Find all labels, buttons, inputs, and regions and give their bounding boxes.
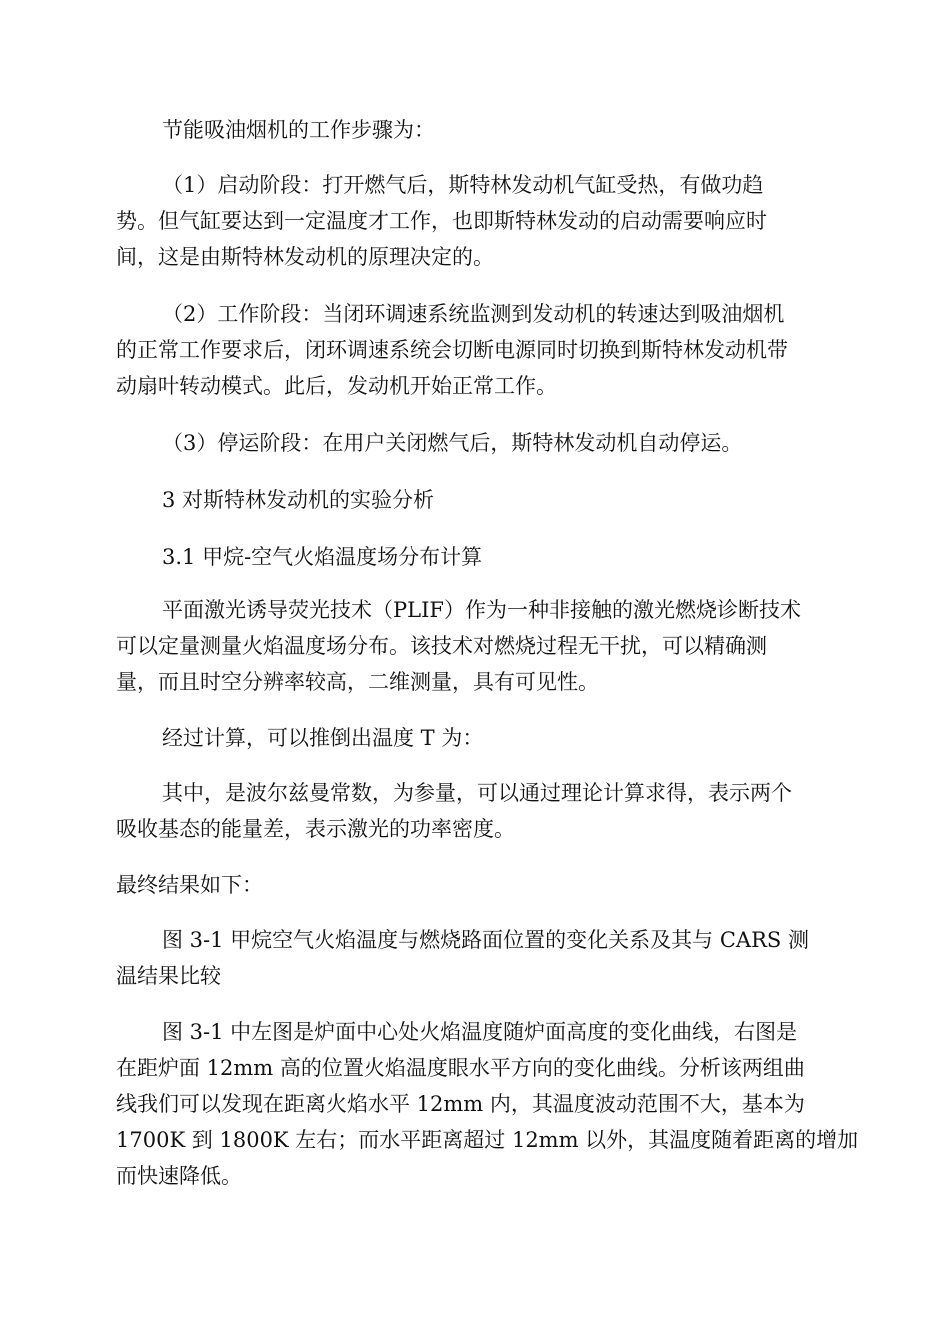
paragraph-stop-stage <box>162 425 882 461</box>
text-line: 1700K 到 1800K 左右；而水平距离超过 12mm 以外，其温度随着距离的增加 <box>116 1128 859 1152</box>
paragraph-final-result <box>116 867 836 903</box>
text-line: 势。但气缸要达到一定温度才工作，也即斯特林发动的启动需要响应时 <box>116 209 767 233</box>
paragraph-calculation <box>162 720 882 756</box>
text-line: 图 3-1 甲烷空气火焰温度与燃烧路面位置的变化关系及其与 CARS 测 <box>162 928 809 952</box>
text-line: 3 对斯特林发动机的实验分析 <box>162 488 435 512</box>
text-line: 的正常工作要求后，闭环调速系统会切断电源同时切换到斯特林发动机带 <box>116 338 788 362</box>
text-line: 动扇叶转动模式。此后，发动机开始正常工作。 <box>116 374 557 398</box>
text-line: 吸收基态的能量差，表示激光的功率密度。 <box>116 817 515 841</box>
paragraph-plif <box>116 592 836 700</box>
text-line: 经过计算，可以推倒出温度 T 为： <box>162 726 484 750</box>
text-line: （3）停运阶段：在用户关闭燃气后，斯特林发动机自动停运。 <box>162 431 743 455</box>
text-line: 而快速降低。 <box>116 1164 242 1188</box>
text-line: 在距炉面 12mm 高的位置火焰温度眼水平方向的变化曲线。分析该两组曲 <box>116 1056 805 1080</box>
text-line: 平面激光诱导荧光技术（PLIF）作为一种非接触的激光燃烧诊断技术 <box>162 598 801 622</box>
text-line: 其中，是波尔兹曼常数，为参量，可以通过理论计算求得，表示两个 <box>162 781 792 805</box>
text-line: 量，而且时空分辨率较高，二维测量，具有可见性。 <box>116 670 599 694</box>
figure-caption-3-1 <box>116 922 836 994</box>
text-line: （1）启动阶段：打开燃气后，斯特林发动机气缸受热，有做功趋 <box>162 173 764 197</box>
paragraph-working-stage <box>116 296 836 404</box>
paragraph-analysis <box>116 1014 859 1194</box>
text-line: 线我们可以发现在距离火焰水平 12mm 内，其温度波动范围不大，基本为 <box>116 1092 805 1116</box>
text-line: 图 3-1 中左图是炉面中心处火焰温度随炉面高度的变化曲线，右图是 <box>162 1020 798 1044</box>
text-line: 最终结果如下： <box>116 873 263 897</box>
text-line: 可以定量测量火焰温度场分布。该技术对燃烧过程无干扰，可以精确测 <box>116 634 767 658</box>
paragraph-where <box>116 775 836 847</box>
section-heading-3-1 <box>162 539 882 575</box>
text-line: 节能吸油烟机的工作步骤为： <box>162 118 435 142</box>
paragraph-startup-stage <box>116 167 836 275</box>
section-heading-3 <box>162 482 882 518</box>
text-line: （2）工作阶段：当闭环调速系统监测到发动机的转速达到吸油烟机 <box>162 302 785 326</box>
text-line: 3.1 甲烷-空气火焰温度场分布计算 <box>162 545 483 569</box>
text-line: 间，这是由斯特林发动机的原理决定的。 <box>116 245 494 269</box>
paragraph-steps-intro <box>162 112 882 148</box>
text-line: 温结果比较 <box>116 964 221 988</box>
